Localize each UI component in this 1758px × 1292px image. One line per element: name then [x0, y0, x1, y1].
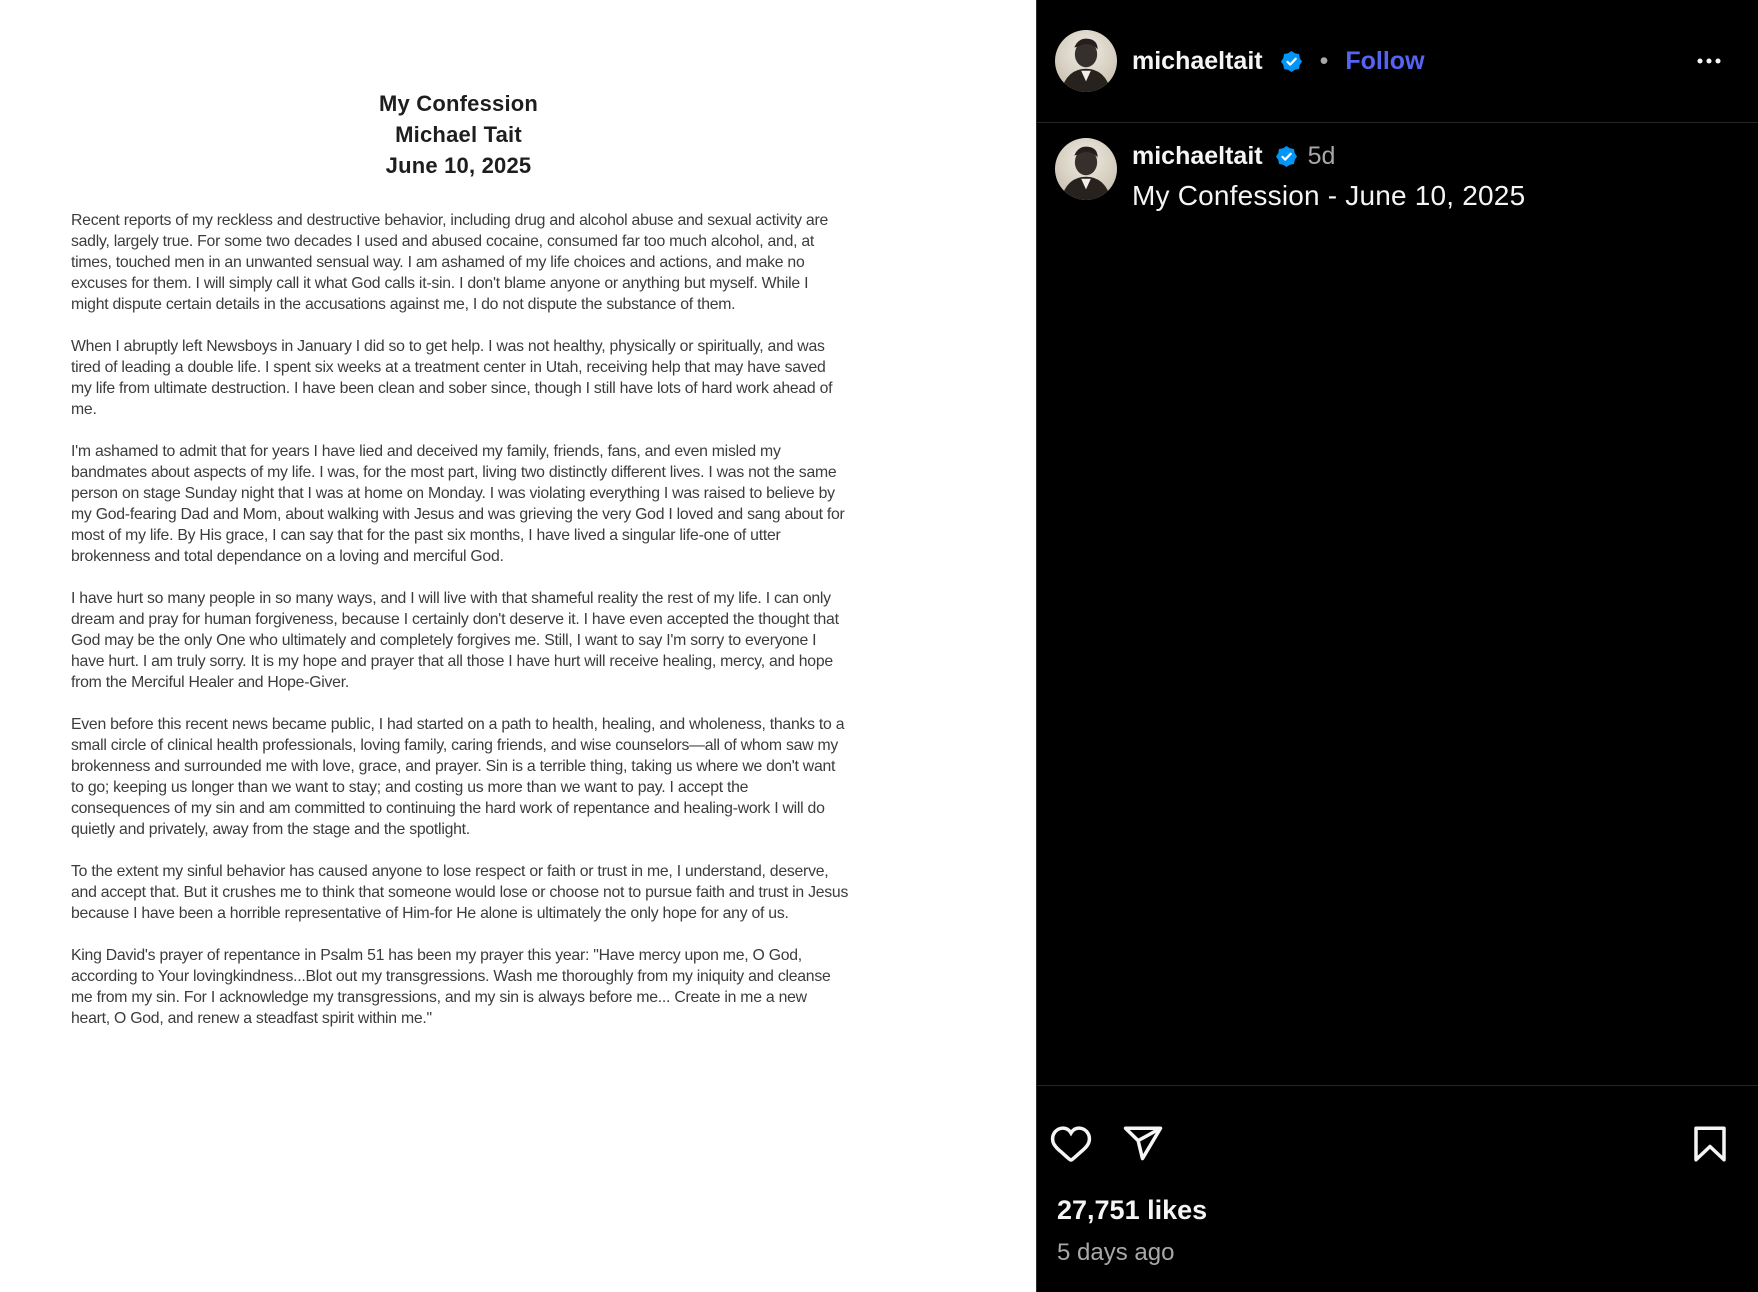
header-separator: • [1319, 46, 1329, 75]
letter-title-line: Michael Tait [395, 122, 522, 147]
letter-paragraph: King David's prayer of repentance in Psalm 51 has been my prayer this year: "Have mercy upon me, O God, according to Your lovingkindness...Blot out my transgressions. Wash me thoroughly from my iniquity and cleanse me from my sin. For I acknowledge my transgressions, and my sin is always before me... Create in me a new heart, O God, and renew a steadfast spirit within me." [71, 947, 831, 1027]
avatar[interactable] [1055, 30, 1117, 92]
save-button[interactable] [1688, 1122, 1732, 1166]
more-options-button[interactable] [1690, 42, 1728, 80]
verified-badge-icon [1275, 145, 1298, 168]
share-icon [1122, 1123, 1164, 1165]
letter-title-line: My Confession [378, 91, 539, 116]
follow-button[interactable]: Follow [1345, 46, 1425, 75]
letter-paragraph: When I abruptly left Newsboys in January I did so to get help. I was not healthy, physically or spiritually, and was tired of leading a double life. I spent six weeks at a treatment center in Utah, receiving help that may have saved my life from ultimate destruction. I have been clean and sober since, though I still have lots of hard work ahead of me. [71, 338, 833, 418]
caption-row [1037, 123, 1758, 212]
likes-count[interactable]: 27,751 likes [1057, 1195, 1208, 1225]
letter-paragraph: Even before this recent news became public, I had started on a path to health, healing, and wholeness, thanks to a small circle of clinical health professionals, loving family, caring friends, and wise counselors—all of whom saw my brokenness and surrounded me with love, grace, and prayer. Sin is a terrible thing, taking us where we don't want to go; keeping us longer than we want to stay; and costing us more than we want to pay. I accept the consequences of my sin and am committed to continuing the hard work of repentance and healing-work I will do quietly and privately, away from the stage and the spotlight. [71, 716, 845, 838]
username-link[interactable]: michaeltait [1132, 142, 1263, 170]
like-button[interactable] [1049, 1122, 1093, 1166]
post-details-panel [1036, 0, 1758, 1292]
action-icon-row [1049, 1122, 1732, 1166]
avatar-silhouette [1055, 30, 1117, 92]
post-header [1037, 0, 1758, 123]
three-dots-icon [1691, 43, 1727, 79]
post-age: 5d [1307, 142, 1336, 170]
letter-paragraph: I'm ashamed to admit that for years I have lied and deceived my family, friends, fans, and even misled my bandmates about aspects of my life. I was, for the most part, living two distinctly different lives. I was not the same person on stage Sunday night that I was at home on Monday. I was violating everything I was raised to believe by my God-fearing Dad and Mom, about walking with Jesus and was grieving the very God I loved and sang about for most of my life. By His grace, I can say that for the past six months, I have lived a singular life-one of utter brokenness and total dependance on a loving and merciful God. [71, 443, 845, 565]
share-button[interactable] [1121, 1122, 1165, 1166]
letter-paragraph: I have hurt so many people in so many ways, and I will live with that shameful reality the rest of my life. I can only dream and pray for human forgiveness, because I certainly don't deserve it. I have even accepted the thought that God may be the only One who ultimately and completely forgives me. Still, I want to say I'm sorry to everyone I have hurt. I am truly sorry. It is my hope and prayer that all those I have hurt will receive healing, mercy, and hope from the Merciful Healer and Hope-Giver. [71, 590, 839, 691]
heart-icon [1050, 1123, 1092, 1165]
post-caption: My Confession - June 10, 2025 [1132, 180, 1526, 211]
avatar[interactable] [1055, 138, 1117, 200]
caption-text-block [1132, 138, 1525, 212]
avatar-silhouette [1055, 138, 1117, 200]
letter-body [71, 210, 850, 1029]
bookmark-icon [1689, 1123, 1731, 1165]
letter-title [71, 88, 846, 181]
letter-paragraph: To the extent my sinful behavior has caused anyone to lose respect or faith or trust in me, I understand, deserve, and accept that. But it crushes me to think that someone would lose or choose not to pursue faith and trust in Jesus because I have been a horrible representative of Him-for He alone is ultimately the only hope for any of us. [71, 863, 849, 922]
letter-title-line: June 10, 2025 [385, 153, 532, 178]
letter-content [0, 0, 850, 1029]
username-link[interactable]: michaeltait [1132, 46, 1263, 75]
letter-paragraph: Recent reports of my reckless and destructive behavior, including drug and alcohol abuse and sexual activity are sadly, largely true. For some two decades I used and abused cocaine, consumed far too much alcohol, and, at times, touched men in an unwanted sensual way. I am ashamed of my life choices and actions, and make no excuses for them. I will simply call it what God calls it-sin. I don't blame anyone or anything but myself. While I might dispute certain details in the accusations against me, I do not dispute the substance of them. [71, 212, 829, 313]
post-actions [1037, 1085, 1758, 1292]
verified-badge-icon [1280, 50, 1303, 73]
post-timestamp: 5 days ago [1057, 1239, 1175, 1266]
